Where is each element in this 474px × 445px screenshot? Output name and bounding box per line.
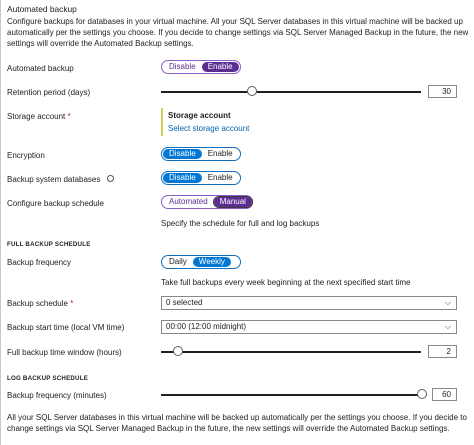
frequency-weekly[interactable]: Weekly xyxy=(193,257,231,267)
backup-system-db-enable[interactable]: Enable xyxy=(207,173,233,182)
intro-text: Configure backups for databases in your virtual machine. All your SQL Server databases in this virtual machine will be backed up automatically per the settings you choose. If you decide to change settings via SQL Server Managed Backup in the future, the new settings will override the Automated Backup settings. xyxy=(7,17,469,48)
log-frequency-slider-thumb[interactable] xyxy=(417,389,427,399)
log-frequency-input[interactable]: 60 xyxy=(432,388,457,401)
retention-input[interactable]: 30 xyxy=(428,85,457,98)
backup-system-db-label-text: Backup system databases xyxy=(7,175,101,184)
encryption-label: Encryption xyxy=(7,151,45,160)
log-frequency-label: Backup frequency (minutes) xyxy=(7,391,107,400)
full-backup-section-title: FULL BACKUP SCHEDULE xyxy=(7,241,91,248)
backup-system-db-disable[interactable]: Disable xyxy=(163,173,202,183)
frequency-daily[interactable]: Daily xyxy=(169,257,187,266)
schedule-automated[interactable]: Automated xyxy=(169,197,208,206)
start-time-value: 00:00 (12:00 midnight) xyxy=(166,322,247,331)
storage-account-label xyxy=(7,112,71,121)
storage-account-label-text: Storage account xyxy=(7,112,66,121)
time-window-slider-track[interactable] xyxy=(161,351,421,353)
configure-schedule-label: Configure backup schedule xyxy=(7,199,104,208)
configure-schedule-toggle[interactable] xyxy=(161,195,253,209)
required-marker: * xyxy=(70,299,74,308)
log-frequency-slider-track[interactable] xyxy=(161,394,421,396)
start-time-label: Backup start time (local VM time) xyxy=(7,323,125,332)
time-window-input[interactable]: 2 xyxy=(428,345,457,358)
panel-title: Automated backup xyxy=(7,4,77,14)
time-window-label: Full backup time window (hours) xyxy=(7,348,122,357)
encryption-enable[interactable]: Enable xyxy=(207,149,233,158)
backup-frequency-label: Backup frequency xyxy=(7,258,72,267)
start-time-dropdown[interactable] xyxy=(161,320,457,334)
chevron-down-icon: ⌵ xyxy=(444,298,451,307)
select-storage-account-link[interactable]: Select storage account xyxy=(168,124,250,133)
info-icon[interactable] xyxy=(107,175,114,182)
log-backup-section-title: LOG BACKUP SCHEDULE xyxy=(7,375,89,382)
required-marker: * xyxy=(67,112,71,121)
backup-schedule-value: 0 selected xyxy=(166,298,203,307)
retention-slider-thumb[interactable] xyxy=(247,86,257,96)
chevron-down-icon: ⌵ xyxy=(444,322,451,331)
backup-schedule-label xyxy=(7,299,73,308)
encryption-disable[interactable]: Disable xyxy=(163,149,202,159)
automated-backup-label: Automated backup xyxy=(7,64,74,73)
footer-text: All your SQL Server databases in this virtual machine will be backed up automatically per the settings you choose. If you decide to change settings via SQL Server Managed Backup in the future, the new settings will override the Automated Backup settings. xyxy=(7,413,467,433)
backup-system-db-label xyxy=(7,175,114,184)
retention-label: Retention period (days) xyxy=(7,88,91,97)
backup-schedule-label-text: Backup schedule xyxy=(7,299,68,308)
schedule-hint: Specify the schedule for full and log backups xyxy=(161,219,320,228)
backup-system-db-toggle[interactable] xyxy=(161,171,241,185)
automated-backup-disable[interactable]: Disable xyxy=(169,62,196,71)
backup-schedule-dropdown[interactable] xyxy=(161,296,457,310)
automated-backup-toggle[interactable] xyxy=(161,60,241,74)
retention-slider-track[interactable] xyxy=(161,91,421,93)
backup-frequency-toggle[interactable] xyxy=(161,255,241,269)
automated-backup-enable[interactable]: Enable xyxy=(202,62,239,72)
encryption-toggle[interactable] xyxy=(161,147,241,161)
storage-account-picker xyxy=(161,108,249,136)
time-window-slider-thumb[interactable] xyxy=(173,346,183,356)
storage-account-heading: Storage account xyxy=(168,111,231,120)
schedule-manual[interactable]: Manual xyxy=(214,197,252,207)
frequency-hint: Take full backups every week beginning at the next specified start time xyxy=(161,278,411,287)
